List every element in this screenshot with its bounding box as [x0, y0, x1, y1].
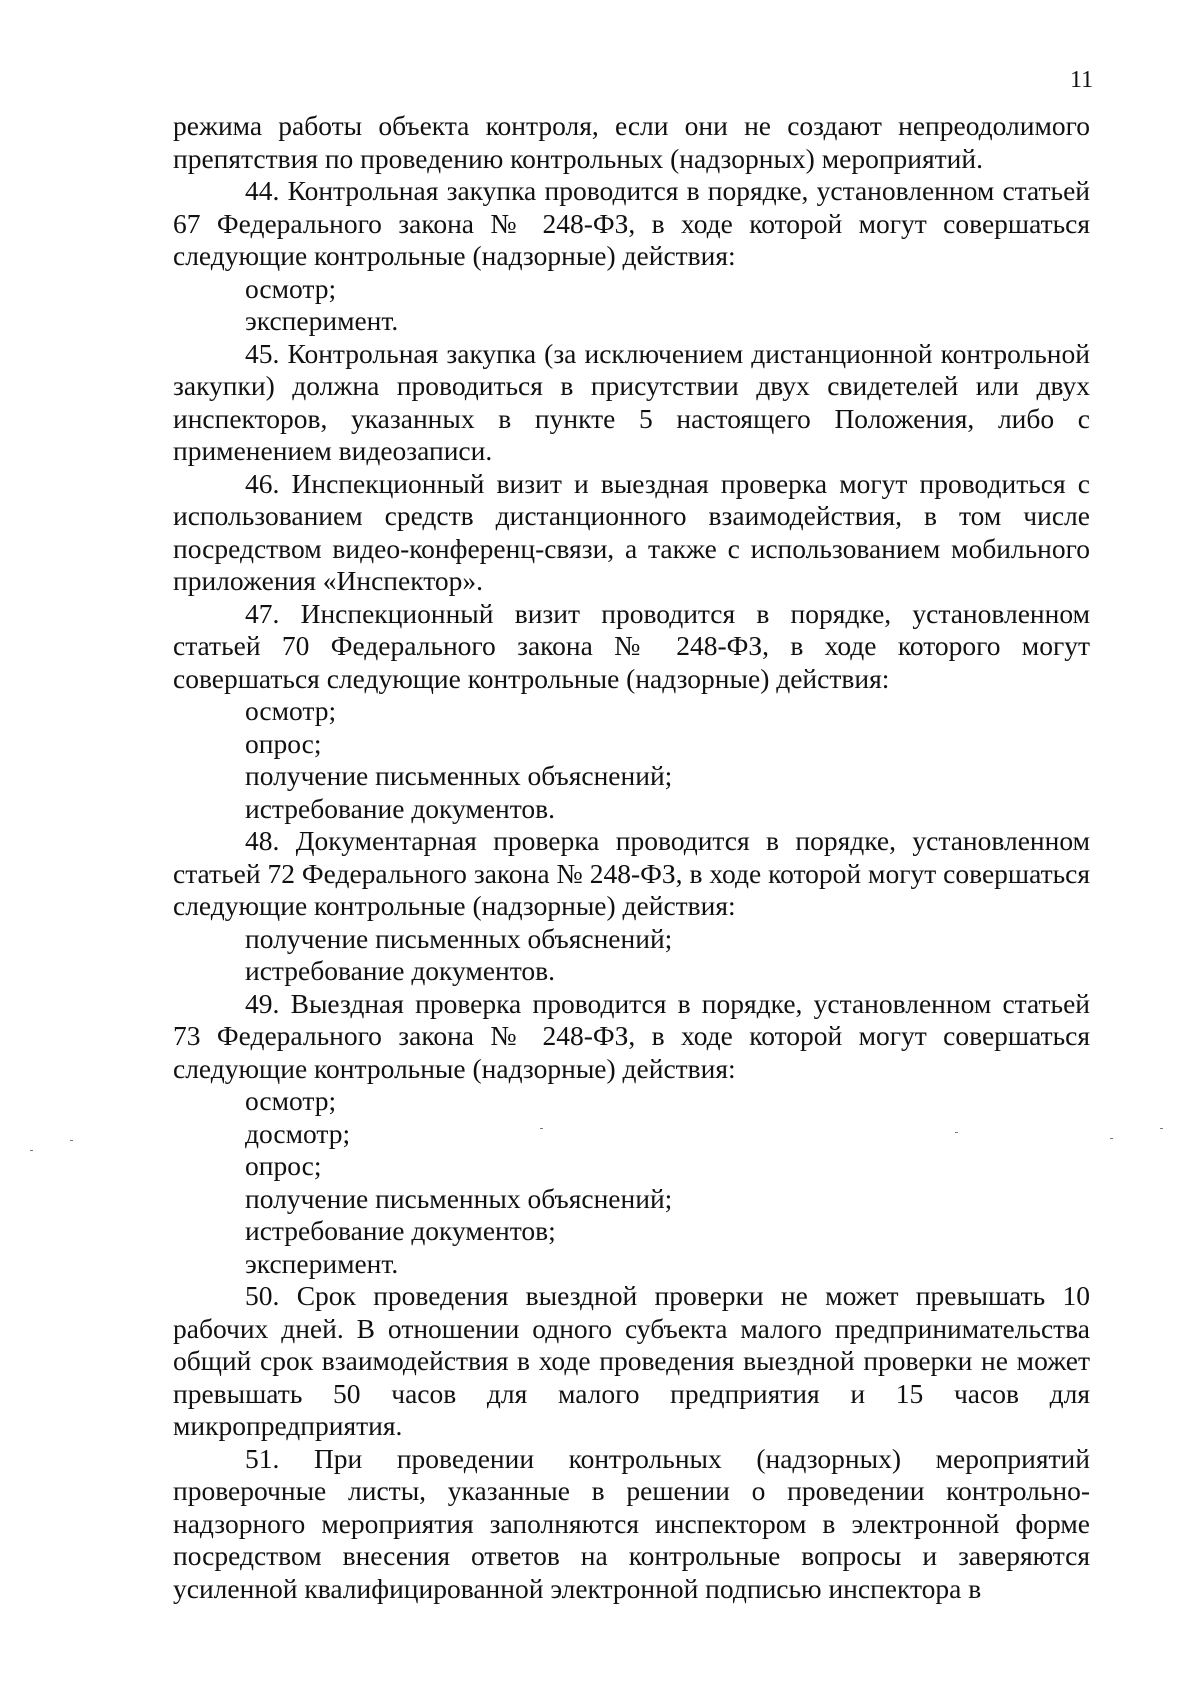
paragraph-49: 49. Выездная проверка проводится в порядке, установленном статьей 73 Федерального закона № 248-ФЗ, в ходе которой могут совершаться следующие контрольные (надзорные) действия: — [173, 987, 1090, 1084]
paragraph-47: 47. Инспекционный визит проводится в порядке, установленном статьей 70 Федерального закона № 248-ФЗ, в ходе которого могут совершаться следующие контрольные (надзорные) действия: — [173, 597, 1090, 694]
list-item: опрос; — [245, 1150, 322, 1181]
scan-speck — [540, 1128, 543, 1129]
list-item: истребование документов. — [245, 792, 556, 824]
list-item: эксперимент. — [245, 1247, 399, 1279]
list-item: получение письменных объяснений; — [245, 922, 673, 954]
paragraph-44: 44. Контрольная закупка проводится в порядке, установленном статьей 67 Федерального закона № 248-ФЗ, в ходе которой могут совершаться следующие контрольные (надзорные) действия: — [173, 175, 1090, 271]
list-item: осмотр; — [245, 272, 337, 304]
list-item: получение письменных объяснений; — [245, 1182, 673, 1214]
paragraph-continuation: режима работы объекта контроля, если они не создают непреодолимого препятствия по проведению контрольных (надзорных) мероприятий. — [173, 110, 1090, 174]
list-item: эксперимент. — [245, 305, 399, 336]
document-body — [173, 110, 1090, 1605]
list-item: истребование документов; — [245, 1215, 556, 1246]
paragraph-45: 45. Контрольная закупка (за исключением дистанционной контрольной закупки) должна проводиться в присутствии двух свидетелей или двух инспекторов, указанных в пункте 5 настоящего Положения, либо с применением видеозаписи. — [173, 337, 1090, 466]
scan-speck — [30, 1150, 33, 1151]
scan-speck — [1110, 1138, 1113, 1139]
list-item: досмотр; — [245, 1117, 351, 1149]
scan-speck — [1160, 1128, 1163, 1129]
list-item: опрос; — [245, 727, 322, 759]
paragraph-46: 46. Инспекционный визит и выездная проверка могут проводиться с использованием средств дистанционного взаимодействия, в том числе посредством видео-конференц-связи, а также с использованием мобильного приложения «Инспектор». — [173, 467, 1090, 596]
list-item: получение письменных объяснений; — [245, 760, 673, 791]
scan-speck — [70, 1140, 73, 1141]
paragraph-51: 51. При проведении контрольных (надзорных) мероприятий проверочные листы, указанные в решении о проведении контрольно-надзорного мероприятия заполняются инспектором в электронной форме посредством внесения ответов на контрольные вопросы и заверяются усиленной квалифицированной электронной подписью инспектора в — [173, 1442, 1090, 1604]
list-item: осмотр; — [245, 695, 337, 726]
list-item: истребование документов. — [245, 955, 556, 986]
paragraph-50: 50. Срок проведения выездной проверки не может превышать 10 рабочих дней. В отношении одного субъекта малого предпринимательства общий срок взаимодействия в ходе проведения выездной проверки не может превышать 50 часов для малого предприятия и 15 часов для микропредприятия. — [173, 1280, 1090, 1441]
list-item: осмотр; — [245, 1085, 337, 1116]
scan-speck — [955, 1132, 958, 1133]
page-number: 11 — [1070, 67, 1094, 93]
paragraph-48: 48. Документарная проверка проводится в порядке, установленном статьей 72 Федерального закона № 248-ФЗ, в ходе которой могут совершаться следующие контрольные (надзорные) действия: — [173, 825, 1090, 921]
